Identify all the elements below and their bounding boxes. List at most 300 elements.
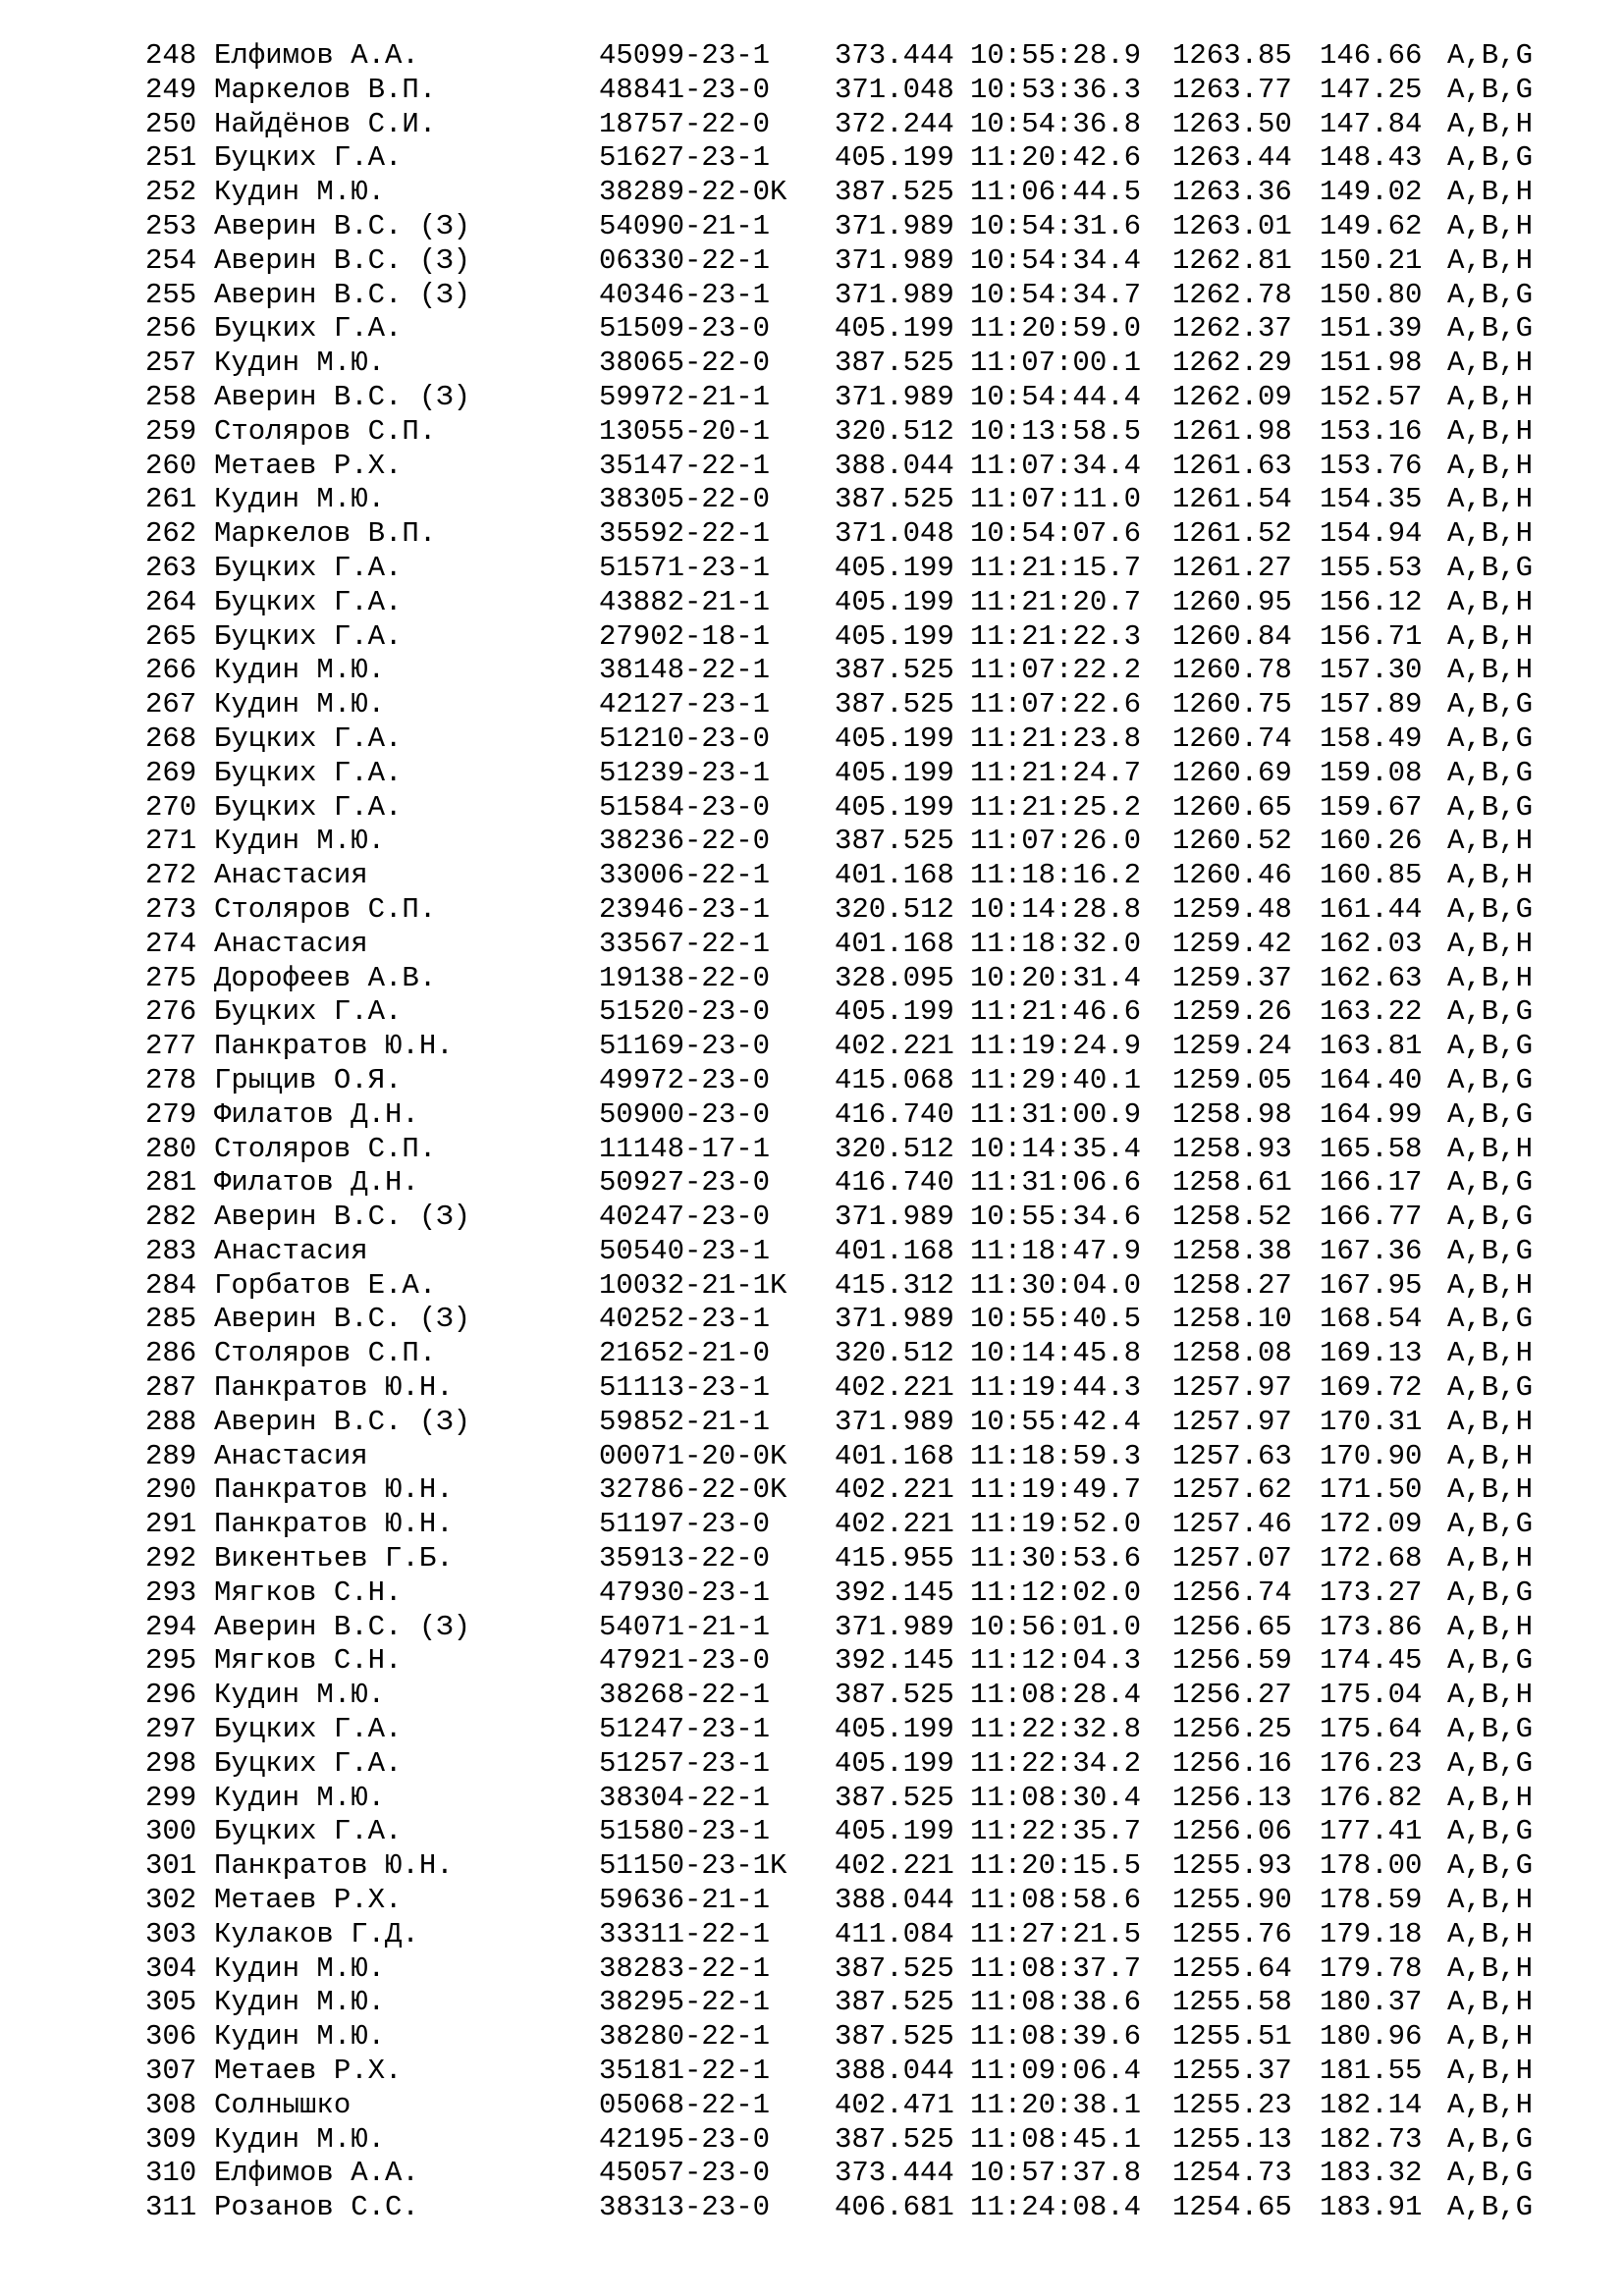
ring-number-cell: 51627-23-1: [599, 141, 771, 175]
fancier-name-cell: Панкратов Ю.Н.: [214, 1030, 454, 1063]
coefficient-cell: 152.57: [1320, 380, 1423, 413]
arrival-time-cell: 11:19:49.7: [970, 1473, 1142, 1507]
speed-cell: 1256.13: [1172, 1781, 1292, 1814]
fancier-name-cell: Столяров С.П.: [214, 414, 437, 448]
fancier-name-cell: Кудин М.Ю.: [214, 483, 386, 516]
speed-cell: 1262.37: [1172, 312, 1292, 346]
place-cell: 280: [145, 1132, 197, 1165]
place-cell: 311: [145, 2191, 197, 2224]
place-cell: 254: [145, 243, 197, 277]
fancier-name-cell: Панкратов Ю.Н.: [214, 1473, 454, 1507]
flags-cell: A,B,G: [1447, 995, 1534, 1029]
coefficient-cell: 154.35: [1320, 483, 1423, 516]
place-cell: 265: [145, 619, 197, 653]
ring-number-cell: 38283-22-1: [599, 1951, 771, 1985]
speed-cell: 1260.84: [1172, 619, 1292, 653]
table-row: [145, 1849, 1575, 1884]
place-cell: 306: [145, 2020, 197, 2054]
distance-cell: 320.512: [835, 1337, 954, 1370]
arrival-time-cell: 11:18:32.0: [970, 927, 1142, 960]
distance-cell: 373.444: [835, 39, 954, 72]
speed-cell: 1257.97: [1172, 1405, 1292, 1438]
distance-cell: 416.740: [835, 1097, 954, 1131]
speed-cell: 1258.27: [1172, 1268, 1292, 1302]
flags-cell: A,B,G: [1447, 892, 1534, 926]
flags-cell: A,B,G: [1447, 1371, 1534, 1405]
fancier-name-cell: Анастасия: [214, 927, 368, 960]
place-cell: 296: [145, 1679, 197, 1712]
arrival-time-cell: 11:21:22.3: [970, 619, 1142, 653]
speed-cell: 1261.63: [1172, 449, 1292, 482]
table-row: [145, 517, 1575, 552]
speed-cell: 1263.36: [1172, 176, 1292, 209]
ring-number-cell: 38295-22-1: [599, 1986, 771, 2019]
arrival-time-cell: 10:13:58.5: [970, 414, 1142, 448]
fancier-name-cell: Найдёнов С.И.: [214, 107, 437, 140]
flags-cell: A,B,H: [1447, 243, 1534, 277]
arrival-time-cell: 11:19:44.3: [970, 1371, 1142, 1405]
ring-number-cell: 40247-23-0: [599, 1201, 771, 1234]
coefficient-cell: 148.43: [1320, 141, 1423, 175]
coefficient-cell: 151.98: [1320, 347, 1423, 380]
place-cell: 293: [145, 1575, 197, 1609]
speed-cell: 1257.63: [1172, 1439, 1292, 1472]
flags-cell: A,B,H: [1447, 1439, 1534, 1472]
fancier-name-cell: Кудин М.Ю.: [214, 2122, 386, 2156]
flags-cell: A,B,H: [1447, 2055, 1534, 2088]
table-row: [145, 1815, 1575, 1849]
distance-cell: 371.989: [835, 278, 954, 311]
table-row: [145, 620, 1575, 655]
place-cell: 276: [145, 995, 197, 1029]
table-row: [145, 1269, 1575, 1304]
flags-cell: A,B,H: [1447, 1884, 1534, 1917]
place-cell: 286: [145, 1337, 197, 1370]
distance-cell: 371.989: [835, 380, 954, 413]
coefficient-cell: 150.80: [1320, 278, 1423, 311]
table-row: [145, 244, 1575, 279]
table-row: [145, 1235, 1575, 1269]
place-cell: 264: [145, 585, 197, 618]
speed-cell: 1255.37: [1172, 2055, 1292, 2088]
table-row: [145, 2123, 1575, 2158]
table-row: [145, 893, 1575, 928]
table-row: [145, 1644, 1575, 1679]
ring-number-cell: 13055-20-1: [599, 414, 771, 448]
flags-cell: A,B,H: [1447, 927, 1534, 960]
distance-cell: 405.199: [835, 790, 954, 824]
ring-number-cell: 11148-17-1: [599, 1132, 771, 1165]
ring-number-cell: 33311-22-1: [599, 1917, 771, 1950]
distance-cell: 405.199: [835, 1746, 954, 1780]
coefficient-cell: 153.16: [1320, 414, 1423, 448]
table-row: [145, 1166, 1575, 1201]
arrival-time-cell: 10:56:01.0: [970, 1610, 1142, 1643]
speed-cell: 1254.65: [1172, 2191, 1292, 2224]
place-cell: 275: [145, 961, 197, 994]
fancier-name-cell: Панкратов Ю.Н.: [214, 1508, 454, 1541]
fancier-name-cell: Кудин М.Ю.: [214, 347, 386, 380]
coefficient-cell: 183.32: [1320, 2157, 1423, 2190]
flags-cell: A,B,H: [1447, 209, 1534, 242]
speed-cell: 1260.69: [1172, 756, 1292, 789]
distance-cell: 405.199: [835, 585, 954, 618]
ring-number-cell: 38289-22-0K: [599, 176, 787, 209]
fancier-name-cell: Елфимов А.А.: [214, 2157, 419, 2190]
coefficient-cell: 154.94: [1320, 517, 1423, 551]
table-row: [145, 1508, 1575, 1542]
arrival-time-cell: 11:08:39.6: [970, 2020, 1142, 2054]
place-cell: 282: [145, 1201, 197, 1234]
fancier-name-cell: Буцких Г.А.: [214, 551, 403, 584]
ring-number-cell: 51584-23-0: [599, 790, 771, 824]
flags-cell: A,B,H: [1447, 961, 1534, 994]
flags-cell: A,B,H: [1447, 1610, 1534, 1643]
ring-number-cell: 38236-22-0: [599, 825, 771, 858]
fancier-name-cell: Буцких Г.А.: [214, 619, 403, 653]
fancier-name-cell: Аверин В.С. (З): [214, 243, 471, 277]
coefficient-cell: 172.09: [1320, 1508, 1423, 1541]
flags-cell: A,B,G: [1447, 1713, 1534, 1746]
arrival-time-cell: 11:30:04.0: [970, 1268, 1142, 1302]
speed-cell: 1257.46: [1172, 1508, 1292, 1541]
ring-number-cell: 45057-23-0: [599, 2157, 771, 2190]
distance-cell: 388.044: [835, 449, 954, 482]
coefficient-cell: 173.27: [1320, 1575, 1423, 1609]
distance-cell: 402.221: [835, 1849, 954, 1883]
fancier-name-cell: Буцких Г.А.: [214, 721, 403, 755]
ring-number-cell: 50900-23-0: [599, 1097, 771, 1131]
coefficient-cell: 181.55: [1320, 2055, 1423, 2088]
distance-cell: 405.199: [835, 551, 954, 584]
distance-cell: 406.681: [835, 2191, 954, 2224]
table-row: [145, 1713, 1575, 1747]
ring-number-cell: 42127-23-1: [599, 688, 771, 721]
table-row: [145, 483, 1575, 517]
distance-cell: 405.199: [835, 1815, 954, 1848]
ring-number-cell: 19138-22-0: [599, 961, 771, 994]
distance-cell: 387.525: [835, 1679, 954, 1712]
fancier-name-cell: Буцких Г.А.: [214, 995, 403, 1029]
table-row: [145, 928, 1575, 962]
place-cell: 274: [145, 927, 197, 960]
arrival-time-cell: 11:06:44.5: [970, 176, 1142, 209]
place-cell: 259: [145, 414, 197, 448]
distance-cell: 387.525: [835, 654, 954, 687]
flags-cell: A,B,G: [1447, 2191, 1534, 2224]
ring-number-cell: 54071-21-1: [599, 1610, 771, 1643]
place-cell: 304: [145, 1951, 197, 1985]
flags-cell: A,B,G: [1447, 790, 1534, 824]
fancier-name-cell: Анастасия: [214, 1439, 368, 1472]
distance-cell: 402.221: [835, 1508, 954, 1541]
distance-cell: 320.512: [835, 414, 954, 448]
table-row: [145, 1542, 1575, 1576]
arrival-time-cell: 11:22:35.7: [970, 1815, 1142, 1848]
distance-cell: 392.145: [835, 1575, 954, 1609]
speed-cell: 1259.42: [1172, 927, 1292, 960]
coefficient-cell: 158.49: [1320, 721, 1423, 755]
flags-cell: A,B,H: [1447, 619, 1534, 653]
distance-cell: 405.199: [835, 756, 954, 789]
flags-cell: A,B,G: [1447, 1097, 1534, 1131]
table-row: [145, 2020, 1575, 2055]
table-row: [145, 962, 1575, 996]
speed-cell: 1263.50: [1172, 107, 1292, 140]
fancier-name-cell: Маркелов В.П.: [214, 73, 437, 106]
speed-cell: 1259.24: [1172, 1030, 1292, 1063]
distance-cell: 371.989: [835, 1405, 954, 1438]
ring-number-cell: 51520-23-0: [599, 995, 771, 1029]
coefficient-cell: 156.12: [1320, 585, 1423, 618]
flags-cell: A,B,H: [1447, 2088, 1534, 2121]
place-cell: 281: [145, 1166, 197, 1200]
distance-cell: 405.199: [835, 312, 954, 346]
arrival-time-cell: 11:20:38.1: [970, 2088, 1142, 2121]
arrival-time-cell: 11:27:21.5: [970, 1917, 1142, 1950]
speed-cell: 1261.54: [1172, 483, 1292, 516]
speed-cell: 1256.27: [1172, 1679, 1292, 1712]
coefficient-cell: 162.03: [1320, 927, 1423, 960]
arrival-time-cell: 11:21:23.8: [970, 721, 1142, 755]
ring-number-cell: 50540-23-1: [599, 1234, 771, 1267]
fancier-name-cell: Метаев Р.Х.: [214, 1884, 403, 1917]
arrival-time-cell: 11:30:53.6: [970, 1542, 1142, 1575]
coefficient-cell: 167.95: [1320, 1268, 1423, 1302]
arrival-time-cell: 11:21:20.7: [970, 585, 1142, 618]
place-cell: 307: [145, 2055, 197, 2088]
table-row: [145, 1986, 1575, 2020]
arrival-time-cell: 11:08:28.4: [970, 1679, 1142, 1712]
fancier-name-cell: Мягков С.Н.: [214, 1575, 403, 1609]
flags-cell: A,B,H: [1447, 825, 1534, 858]
speed-cell: 1258.08: [1172, 1337, 1292, 1370]
fancier-name-cell: Аверин В.С. (З): [214, 278, 471, 311]
table-row: [145, 688, 1575, 722]
ring-number-cell: 42195-23-0: [599, 2122, 771, 2156]
speed-cell: 1263.77: [1172, 73, 1292, 106]
distance-cell: 387.525: [835, 1781, 954, 1814]
arrival-time-cell: 11:20:15.5: [970, 1849, 1142, 1883]
flags-cell: A,B,H: [1447, 517, 1534, 551]
coefficient-cell: 182.73: [1320, 2122, 1423, 2156]
ring-number-cell: 05068-22-1: [599, 2088, 771, 2121]
speed-cell: 1260.46: [1172, 859, 1292, 892]
arrival-time-cell: 11:21:24.7: [970, 756, 1142, 789]
speed-cell: 1263.44: [1172, 141, 1292, 175]
fancier-name-cell: Буцких Г.А.: [214, 1746, 403, 1780]
flags-cell: A,B,G: [1447, 1303, 1534, 1336]
arrival-time-cell: 10:20:31.4: [970, 961, 1142, 994]
ring-number-cell: 23946-23-1: [599, 892, 771, 926]
speed-cell: 1258.61: [1172, 1166, 1292, 1200]
ring-number-cell: 35592-22-1: [599, 517, 771, 551]
table-row: [145, 279, 1575, 313]
distance-cell: 402.221: [835, 1030, 954, 1063]
ring-number-cell: 32786-22-0K: [599, 1473, 787, 1507]
speed-cell: 1261.27: [1172, 551, 1292, 584]
fancier-name-cell: Горбатов Е.А.: [214, 1268, 437, 1302]
place-cell: 273: [145, 892, 197, 926]
distance-cell: 320.512: [835, 1132, 954, 1165]
place-cell: 310: [145, 2157, 197, 2190]
ring-number-cell: 38268-22-1: [599, 1679, 771, 1712]
flags-cell: A,B,H: [1447, 585, 1534, 618]
coefficient-cell: 173.86: [1320, 1610, 1423, 1643]
fancier-name-cell: Кудин М.Ю.: [214, 1951, 386, 1985]
arrival-time-cell: 11:19:52.0: [970, 1508, 1142, 1541]
ring-number-cell: 51197-23-0: [599, 1508, 771, 1541]
coefficient-cell: 166.77: [1320, 1201, 1423, 1234]
coefficient-cell: 182.14: [1320, 2088, 1423, 2121]
coefficient-cell: 163.22: [1320, 995, 1423, 1029]
place-cell: 268: [145, 721, 197, 755]
fancier-name-cell: Столяров С.П.: [214, 1132, 437, 1165]
arrival-time-cell: 11:18:47.9: [970, 1234, 1142, 1267]
flags-cell: A,B,H: [1447, 2020, 1534, 2054]
flags-cell: A,B,G: [1447, 688, 1534, 721]
arrival-time-cell: 11:07:26.0: [970, 825, 1142, 858]
arrival-time-cell: 11:09:06.4: [970, 2055, 1142, 2088]
place-cell: 299: [145, 1781, 197, 1814]
fancier-name-cell: Елфимов А.А.: [214, 39, 419, 72]
table-row: [145, 2157, 1575, 2191]
distance-cell: 371.048: [835, 73, 954, 106]
place-cell: 295: [145, 1644, 197, 1678]
flags-cell: A,B,H: [1447, 1781, 1534, 1814]
coefficient-cell: 179.18: [1320, 1917, 1423, 1950]
distance-cell: 388.044: [835, 2055, 954, 2088]
ring-number-cell: 10032-21-1K: [599, 1268, 787, 1302]
ring-number-cell: 35913-22-0: [599, 1542, 771, 1575]
coefficient-cell: 176.82: [1320, 1781, 1423, 1814]
speed-cell: 1257.07: [1172, 1542, 1292, 1575]
coefficient-cell: 164.40: [1320, 1063, 1423, 1096]
ring-number-cell: 38065-22-0: [599, 347, 771, 380]
speed-cell: 1260.95: [1172, 585, 1292, 618]
table-row: [145, 1371, 1575, 1406]
table-row: [145, 347, 1575, 381]
coefficient-cell: 171.50: [1320, 1473, 1423, 1507]
ring-number-cell: 33567-22-1: [599, 927, 771, 960]
coefficient-cell: 177.41: [1320, 1815, 1423, 1848]
arrival-time-cell: 11:08:38.6: [970, 1986, 1142, 2019]
distance-cell: 387.525: [835, 825, 954, 858]
speed-cell: 1255.51: [1172, 2020, 1292, 2054]
fancier-name-cell: Метаев Р.Х.: [214, 2055, 403, 2088]
fancier-name-cell: Буцких Г.А.: [214, 1815, 403, 1848]
coefficient-cell: 166.17: [1320, 1166, 1423, 1200]
table-row: [145, 1064, 1575, 1098]
distance-cell: 401.168: [835, 859, 954, 892]
speed-cell: 1260.75: [1172, 688, 1292, 721]
table-row: [145, 552, 1575, 586]
ring-number-cell: 48841-23-0: [599, 73, 771, 106]
table-row: [145, 1133, 1575, 1167]
arrival-time-cell: 11:08:30.4: [970, 1781, 1142, 1814]
arrival-time-cell: 10:55:40.5: [970, 1303, 1142, 1336]
arrival-time-cell: 11:07:00.1: [970, 347, 1142, 380]
place-cell: 261: [145, 483, 197, 516]
coefficient-cell: 167.36: [1320, 1234, 1423, 1267]
arrival-time-cell: 10:14:35.4: [970, 1132, 1142, 1165]
arrival-time-cell: 11:08:58.6: [970, 1884, 1142, 1917]
place-cell: 301: [145, 1849, 197, 1883]
flags-cell: A,B,H: [1447, 654, 1534, 687]
ring-number-cell: 35147-22-1: [599, 449, 771, 482]
table-row: [145, 450, 1575, 484]
arrival-time-cell: 11:21:15.7: [970, 551, 1142, 584]
coefficient-cell: 176.23: [1320, 1746, 1423, 1780]
flags-cell: A,B,G: [1447, 2122, 1534, 2156]
table-row: [145, 1884, 1575, 1918]
arrival-time-cell: 11:22:34.2: [970, 1746, 1142, 1780]
flags-cell: A,B,H: [1447, 483, 1534, 516]
ring-number-cell: 59972-21-1: [599, 380, 771, 413]
table-row: [145, 141, 1575, 176]
table-row: [145, 2089, 1575, 2123]
arrival-time-cell: 10:14:28.8: [970, 892, 1142, 926]
coefficient-cell: 164.99: [1320, 1097, 1423, 1131]
flags-cell: A,B,H: [1447, 1986, 1534, 2019]
place-cell: 267: [145, 688, 197, 721]
speed-cell: 1259.48: [1172, 892, 1292, 926]
ring-number-cell: 51247-23-1: [599, 1713, 771, 1746]
flags-cell: A,B,G: [1447, 2157, 1534, 2190]
speed-cell: 1262.78: [1172, 278, 1292, 311]
arrival-time-cell: 11:07:11.0: [970, 483, 1142, 516]
table-row: [145, 1201, 1575, 1235]
speed-cell: 1255.90: [1172, 1884, 1292, 1917]
distance-cell: 401.168: [835, 1234, 954, 1267]
fancier-name-cell: Аверин В.С. (З): [214, 1201, 471, 1234]
flags-cell: A,B,G: [1447, 1234, 1534, 1267]
fancier-name-cell: Буцких Г.А.: [214, 141, 403, 175]
distance-cell: 320.512: [835, 892, 954, 926]
speed-cell: 1262.81: [1172, 243, 1292, 277]
table-row: [145, 2055, 1575, 2089]
fancier-name-cell: Филатов Д.Н.: [214, 1166, 419, 1200]
coefficient-cell: 178.00: [1320, 1849, 1423, 1883]
speed-cell: 1256.25: [1172, 1713, 1292, 1746]
distance-cell: 387.525: [835, 1951, 954, 1985]
ring-number-cell: 33006-22-1: [599, 859, 771, 892]
place-cell: 283: [145, 1234, 197, 1267]
distance-cell: 371.989: [835, 1610, 954, 1643]
distance-cell: 387.525: [835, 688, 954, 721]
distance-cell: 401.168: [835, 927, 954, 960]
place-cell: 255: [145, 278, 197, 311]
flags-cell: A,B,H: [1447, 1917, 1534, 1950]
flags-cell: A,B,G: [1447, 278, 1534, 311]
table-row: [145, 1473, 1575, 1508]
fancier-name-cell: Аверин В.С. (З): [214, 1610, 471, 1643]
speed-cell: 1258.52: [1172, 1201, 1292, 1234]
distance-cell: 371.989: [835, 209, 954, 242]
ring-number-cell: 21652-21-0: [599, 1337, 771, 1370]
ring-number-cell: 51257-23-1: [599, 1746, 771, 1780]
coefficient-cell: 149.02: [1320, 176, 1423, 209]
coefficient-cell: 156.71: [1320, 619, 1423, 653]
arrival-time-cell: 11:21:25.2: [970, 790, 1142, 824]
arrival-time-cell: 10:55:28.9: [970, 39, 1142, 72]
place-cell: 253: [145, 209, 197, 242]
arrival-time-cell: 11:20:59.0: [970, 312, 1142, 346]
speed-cell: 1259.05: [1172, 1063, 1292, 1096]
fancier-name-cell: Мягков С.Н.: [214, 1644, 403, 1678]
coefficient-cell: 180.37: [1320, 1986, 1423, 2019]
ring-number-cell: 27902-18-1: [599, 619, 771, 653]
